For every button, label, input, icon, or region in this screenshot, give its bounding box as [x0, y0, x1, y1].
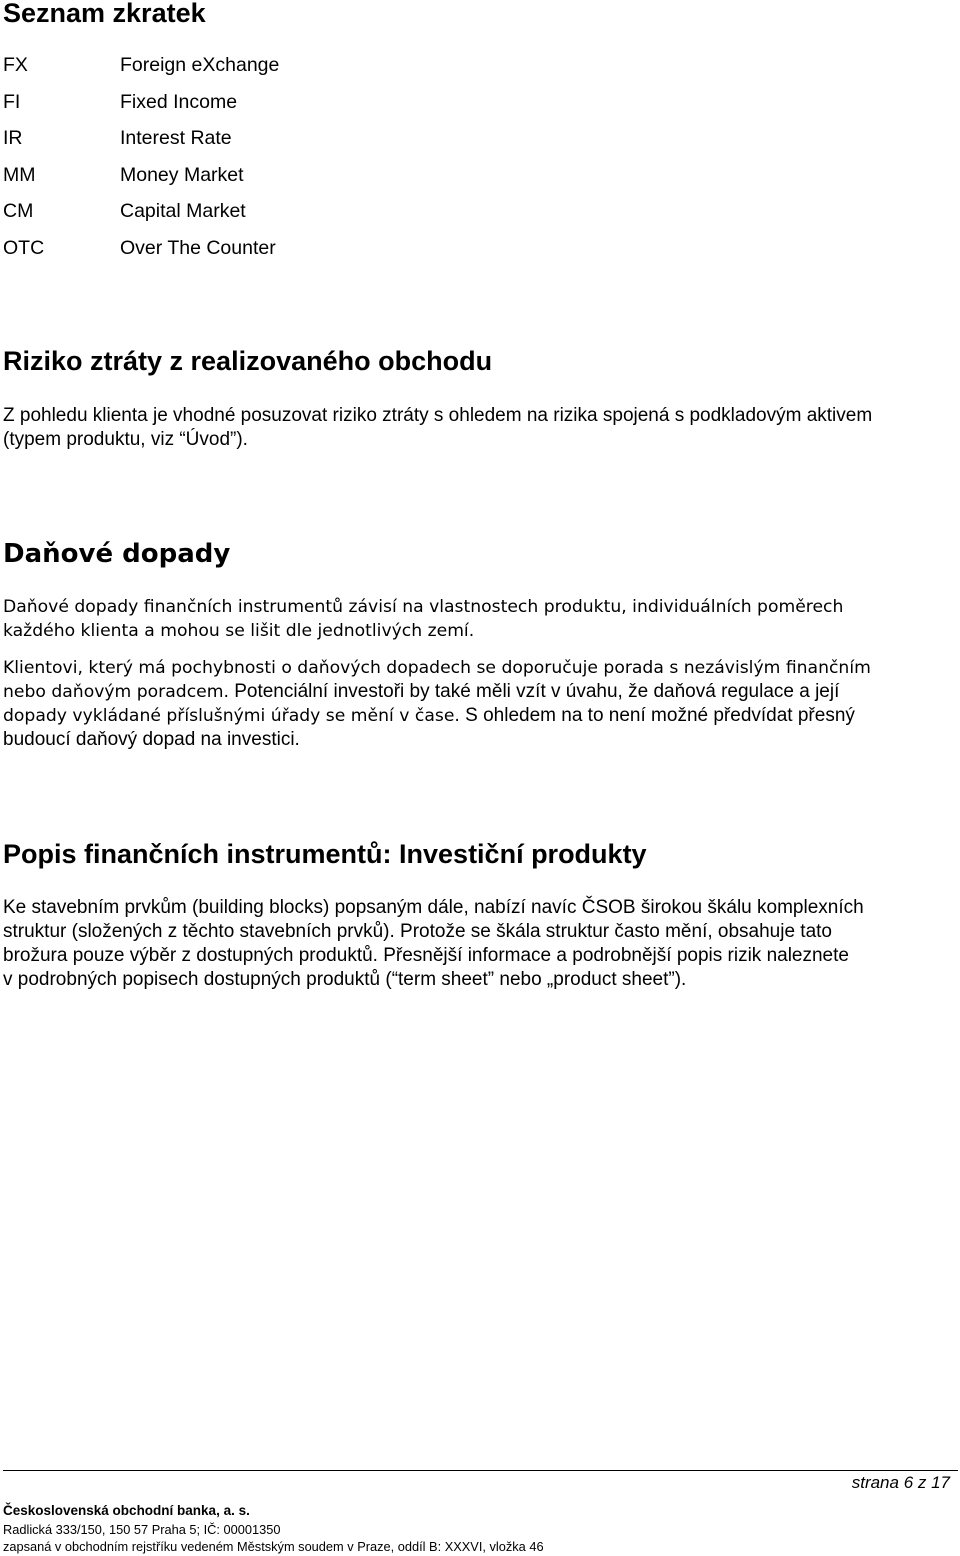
paragraph-line: Klientovi, který má pochybnosti o daňových dopadech se doporučuje porada s nezávislým finančním: [3, 658, 871, 678]
abbreviation-code: OTC: [3, 237, 45, 259]
paragraph-line: [3, 680, 839, 704]
abbreviation-meaning: Money Market: [120, 164, 244, 186]
paragraph-line: [3, 704, 855, 728]
paragraph-line: brožura pouze výběr z dostupných produktů. Přesnější informace a podrobnější popis rizik naleznete: [3, 945, 849, 966]
tax-impacts-title: Daňové dopady: [3, 539, 231, 569]
paragraph-line: Z pohledu klienta je vhodné posuzovat riziko ztráty s ohledem na rizika spojená s podkladovým aktivem: [3, 405, 873, 426]
abbreviation-meaning: Over The Counter: [120, 237, 276, 259]
instruments-title: Popis finančních instrumentů: Investiční produkty: [3, 839, 647, 869]
paragraph-line: struktur (složených z těchto stavebních prvků). Protože se škála struktur často mění, obsahuje tato: [3, 921, 832, 942]
abbreviation-meaning: Fixed Income: [120, 91, 238, 113]
paragraph-line: budoucí daňový dopad na investici.: [3, 729, 300, 750]
bank-registry: zapsaná v obchodním rejstříku vedeném Městským soudem v Praze, oddíl B: XXXVI, vložka 46: [3, 1539, 544, 1554]
bank-name: Československá obchodní banka, a. s.: [3, 1503, 250, 1518]
abbreviation-code: CM: [3, 200, 34, 222]
abbreviation-code: MM: [3, 164, 36, 186]
abbreviation-meaning: Interest Rate: [120, 127, 232, 149]
paragraph-segment: dopady vykládané příslušnými úřady se mění v čase.: [3, 706, 460, 726]
abbreviation-code: IR: [3, 127, 23, 149]
abbreviations-title: Seznam zkratek: [3, 0, 206, 28]
paragraph-line: Daňové dopady finančních instrumentů závisí na vlastnostech produktu, individuálních poměrech: [3, 597, 844, 617]
paragraph-segment: nebo daňovým poradcem.: [3, 682, 229, 702]
paragraph-line: každého klienta a mohou se lišit dle jednotlivých zemí.: [3, 621, 475, 641]
paragraph-segment: S ohledem na to není možné předvídat přesný: [459, 705, 855, 726]
abbreviation-code: FX: [3, 54, 28, 76]
abbreviation-meaning: Foreign eXchange: [120, 54, 280, 76]
bank-address: Radlická 333/150, 150 57 Praha 5; IČ: 00001350: [3, 1522, 281, 1537]
paragraph-line: Ke stavebním prvkům (building blocks) popsaným dále, nabízí navíc ČSOB širokou škálu komplexních: [3, 897, 864, 918]
page-number: strana 6 z 17: [851, 1473, 950, 1492]
paragraph-line: v podrobných popisech dostupných produktů (“term sheet” nebo „product sheet”).: [3, 969, 687, 990]
footer-divider: [3, 1470, 958, 1471]
loss-risk-title: Riziko ztráty z realizovaného obchodu: [3, 346, 493, 376]
abbreviation-meaning: Capital Market: [120, 200, 246, 222]
paragraph-segment: Potenciální investoři by také měli vzít v úvahu, že daňová regulace a její: [228, 681, 840, 702]
abbreviation-code: FI: [3, 91, 21, 113]
paragraph-line: (typem produktu, viz “Úvod”).: [3, 429, 248, 450]
